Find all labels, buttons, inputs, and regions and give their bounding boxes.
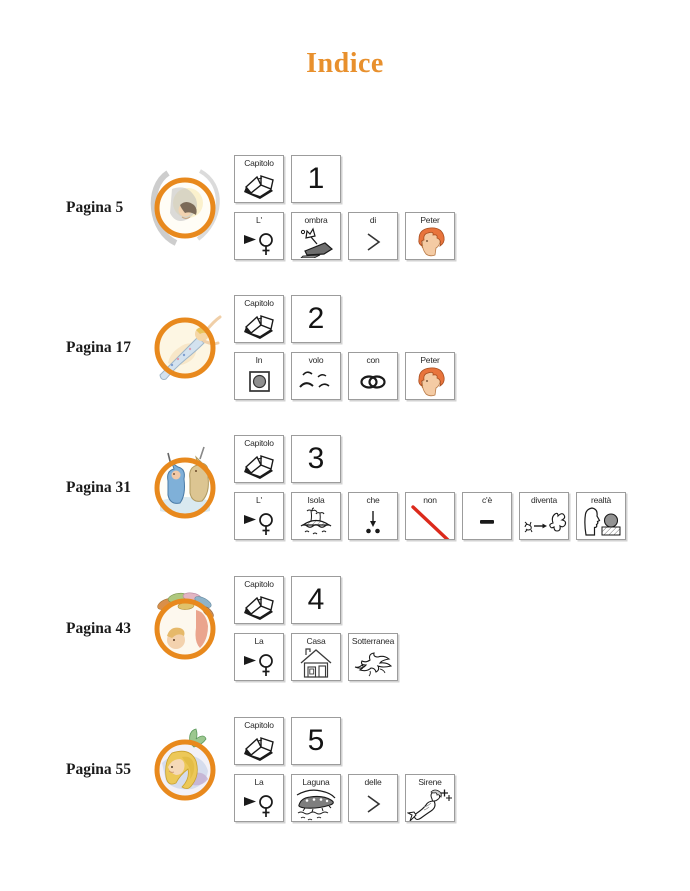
chapter-number-card bbox=[291, 576, 341, 624]
word-card bbox=[348, 774, 398, 822]
page-number-label: Pagina 31 bbox=[66, 478, 132, 496]
capitolo-card bbox=[234, 435, 284, 483]
greater-than-icon bbox=[349, 225, 397, 259]
word-label: che bbox=[366, 495, 380, 505]
page-number-label: Pagina 5 bbox=[66, 198, 124, 216]
chapter-number-card bbox=[291, 717, 341, 765]
word-label: delle bbox=[364, 777, 382, 787]
capitolo-label: Capitolo bbox=[244, 438, 274, 448]
island-icon bbox=[292, 505, 340, 539]
word-card bbox=[234, 774, 284, 822]
word-card bbox=[291, 633, 341, 681]
transformation-icon bbox=[520, 505, 568, 539]
chapter-number: 5 bbox=[307, 724, 325, 757]
word-card bbox=[348, 212, 398, 260]
house-icon bbox=[292, 646, 340, 680]
word-card bbox=[405, 352, 455, 400]
page-number-label: Pagina 55 bbox=[66, 760, 132, 778]
word-label: La bbox=[254, 636, 264, 646]
word-card bbox=[405, 492, 455, 540]
chapter-number-card bbox=[291, 295, 341, 343]
word-label: Peter bbox=[420, 215, 440, 225]
chapter-number-card bbox=[291, 435, 341, 483]
article-arrow-female-icon bbox=[235, 787, 283, 821]
symbol-cards bbox=[234, 717, 455, 822]
word-label: Laguna bbox=[302, 777, 330, 787]
word-card bbox=[291, 352, 341, 400]
word-card bbox=[348, 492, 398, 540]
word-label: con bbox=[366, 355, 380, 365]
word-card bbox=[291, 774, 341, 822]
capitolo-card bbox=[234, 295, 284, 343]
mermaid-plus-icon bbox=[406, 787, 454, 822]
shadow-icon bbox=[292, 225, 340, 259]
chapter-illustration-flying-girl bbox=[138, 301, 232, 395]
symbol-cards bbox=[234, 435, 626, 540]
capitolo-label: Capitolo bbox=[244, 720, 274, 730]
chapter-illustration-mermaid bbox=[138, 723, 232, 817]
open-book-icon bbox=[235, 448, 283, 482]
word-label: L' bbox=[256, 215, 262, 225]
in-square-dot-icon bbox=[235, 365, 283, 399]
capitolo-card bbox=[234, 576, 284, 624]
down-arrow-dots-icon bbox=[349, 505, 397, 539]
open-book-icon bbox=[235, 589, 283, 623]
page-number-label: Pagina 17 bbox=[66, 338, 132, 356]
chapter-number: 4 bbox=[307, 583, 325, 616]
open-book-icon bbox=[235, 308, 283, 342]
chapter-number: 3 bbox=[307, 442, 325, 475]
dash-icon bbox=[463, 505, 511, 539]
greater-than-icon bbox=[349, 787, 397, 821]
word-card bbox=[291, 212, 341, 260]
capitolo-card bbox=[234, 155, 284, 203]
word-card bbox=[405, 774, 455, 822]
word-card bbox=[291, 492, 341, 540]
capitolo-label: Capitolo bbox=[244, 579, 274, 589]
flying-birds-icon bbox=[292, 365, 340, 399]
word-label: Sotterranea bbox=[351, 636, 395, 646]
reality-icon bbox=[577, 505, 625, 539]
peter-head-icon bbox=[406, 365, 454, 399]
chapter-row bbox=[0, 295, 690, 400]
article-arrow-female-icon bbox=[235, 225, 283, 259]
word-label: di bbox=[369, 215, 377, 225]
chapter-row bbox=[0, 435, 690, 540]
symbol-cards bbox=[234, 576, 398, 681]
chapter-illustration-peter-shadow bbox=[138, 161, 232, 255]
word-card bbox=[462, 492, 512, 540]
symbol-cards bbox=[234, 295, 455, 400]
symbol-cards bbox=[234, 155, 455, 260]
roots-icon bbox=[349, 646, 397, 680]
word-label: Peter bbox=[420, 355, 440, 365]
word-label: Casa bbox=[306, 636, 326, 646]
capitolo-card bbox=[234, 717, 284, 765]
article-arrow-female-icon bbox=[235, 505, 283, 539]
chapter-row bbox=[0, 576, 690, 681]
word-label: volo bbox=[308, 355, 324, 365]
word-card bbox=[519, 492, 569, 540]
article-arrow-female-icon bbox=[235, 646, 283, 680]
word-card bbox=[234, 633, 284, 681]
page-title: Indice bbox=[306, 48, 384, 79]
word-card bbox=[405, 212, 455, 260]
word-label: realtà bbox=[590, 495, 612, 505]
chapter-number: 2 bbox=[307, 302, 325, 335]
linked-rings-icon bbox=[349, 365, 397, 399]
open-book-icon bbox=[235, 730, 283, 764]
chapter-row bbox=[0, 717, 690, 822]
word-card bbox=[234, 352, 284, 400]
word-label: L' bbox=[256, 495, 262, 505]
chapter-number: 1 bbox=[307, 162, 325, 195]
lagoon-crocodile-icon bbox=[292, 787, 340, 821]
open-book-icon bbox=[235, 168, 283, 202]
red-slash-icon bbox=[406, 505, 454, 540]
word-label: diventa bbox=[530, 495, 557, 505]
chapter-illustration-island-duel bbox=[138, 441, 232, 535]
word-label: non bbox=[423, 495, 437, 505]
word-label: ombra bbox=[304, 215, 328, 225]
chapter-row bbox=[0, 155, 690, 260]
word-label: La bbox=[254, 777, 264, 787]
peter-head-icon bbox=[406, 225, 454, 259]
word-card bbox=[234, 492, 284, 540]
word-label: Sirene bbox=[418, 777, 442, 787]
chapter-number-card bbox=[291, 155, 341, 203]
word-card bbox=[576, 492, 626, 540]
word-card bbox=[348, 352, 398, 400]
word-card bbox=[234, 212, 284, 260]
capitolo-label: Capitolo bbox=[244, 298, 274, 308]
page-number-label: Pagina 43 bbox=[66, 619, 132, 637]
chapter-illustration-underground-home bbox=[138, 582, 232, 676]
word-label: c'è bbox=[481, 495, 492, 505]
word-card bbox=[348, 633, 398, 681]
word-label: Isola bbox=[307, 495, 325, 505]
capitolo-label: Capitolo bbox=[244, 158, 274, 168]
word-label: In bbox=[255, 355, 263, 365]
